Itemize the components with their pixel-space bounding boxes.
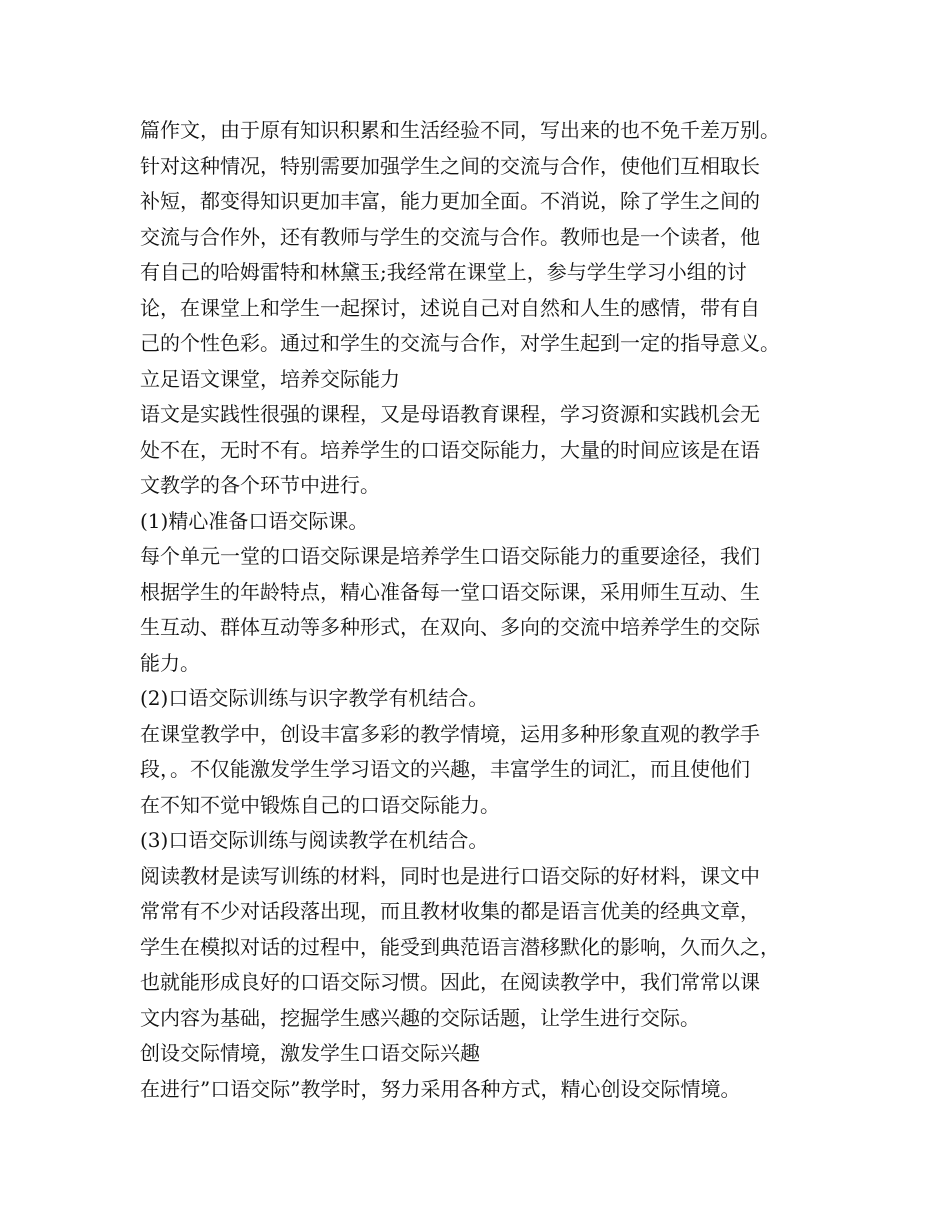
text-line: 常常有不少对话段落出现，而且教材收集的都是语言优美的经典文章，: [140, 899, 760, 923]
text-line: 补短，都变得知识更加丰富，能力更加全面。不消说，除了学生之间的: [140, 189, 760, 213]
text-line: 己的个性色彩。通过和学生的交流与合作，对学生起到一定的指导意义。: [140, 331, 780, 355]
text-line: 也就能形成良好的口语交际习惯。因此，在阅读教学中，我们常常以课: [140, 970, 760, 994]
text-line: 文教学的各个环节中进行。: [140, 473, 380, 497]
text-line: 语文是实践性很强的课程，又是母语教育课程，学习资源和实践机会无: [140, 402, 760, 426]
section-heading: 立足语文课堂，培养交际能力: [140, 366, 400, 391]
section-heading: 创设交际情境，激发学生口语交际兴趣: [140, 1041, 480, 1065]
text-line: 根据学生的年龄特点，精心准备每一堂口语交际课，采用师生互动、生: [140, 579, 760, 604]
text-line: 交流与合作外，还有教师与学生的交流与合作。教师也是一个读者，他: [140, 224, 760, 249]
document-body: [140, 113, 840, 1107]
text-line: 学生在模拟对话的过程中，能受到典范语言潜移默化的影响，久而久之，: [140, 934, 780, 959]
subsection-heading: (3)口语交际训练与阅读教学在机结合。: [140, 828, 489, 852]
subsection-heading: (1)精心准备口语交际课。: [140, 508, 369, 533]
text-line: 能力。: [140, 650, 200, 675]
text-line: 处不在，无时不有。培养学生的口语交际能力，大量的时间应该是在语: [140, 437, 760, 462]
text-line: 生互动、群体互动等多种形式，在双向、多向的交流中培养学生的交际: [140, 615, 760, 639]
subsection-heading: (2)口语交际训练与识字教学有机结合。: [140, 686, 489, 710]
text-line: 在课堂教学中，创设丰富多彩的教学情境，运用多种形象直观的教学手: [140, 721, 760, 746]
text-line: 篇作文，由于原有知识积累和生活经验不同，写出来的也不免千差万别。: [140, 118, 780, 142]
text-line: 段，。不仅能激发学生学习语文的兴趣，丰富学生的词汇，而且使他们: [140, 757, 750, 781]
text-line: 针对这种情况，特别需要加强学生之间的交流与合作，使他们互相取长: [140, 153, 760, 178]
text-line: 文内容为基础，挖掘学生感兴趣的交际话题，让学生进行交际。: [140, 1005, 700, 1030]
text-line: 在进行”口语交际”教学时，努力采用各种方式，精心创设交际情境。: [140, 1076, 741, 1101]
text-line: 在不知不觉中锻炼自己的口语交际能力。: [140, 792, 500, 817]
text-line: 阅读教材是读写训练的材料，同时也是进行口语交际的好材料，课文中: [140, 863, 760, 888]
text-line: 论，在课堂上和学生一起探讨，述说自己对自然和人生的感情，带有自: [140, 295, 760, 320]
text-line: 每个单元一堂的口语交际课是培养学生口语交际能力的重要途径，我们: [140, 544, 760, 568]
text-line: 有自己的哈姆雷特和林黛玉;我经常在课堂上，参与学生学习小组的讨: [140, 260, 747, 284]
